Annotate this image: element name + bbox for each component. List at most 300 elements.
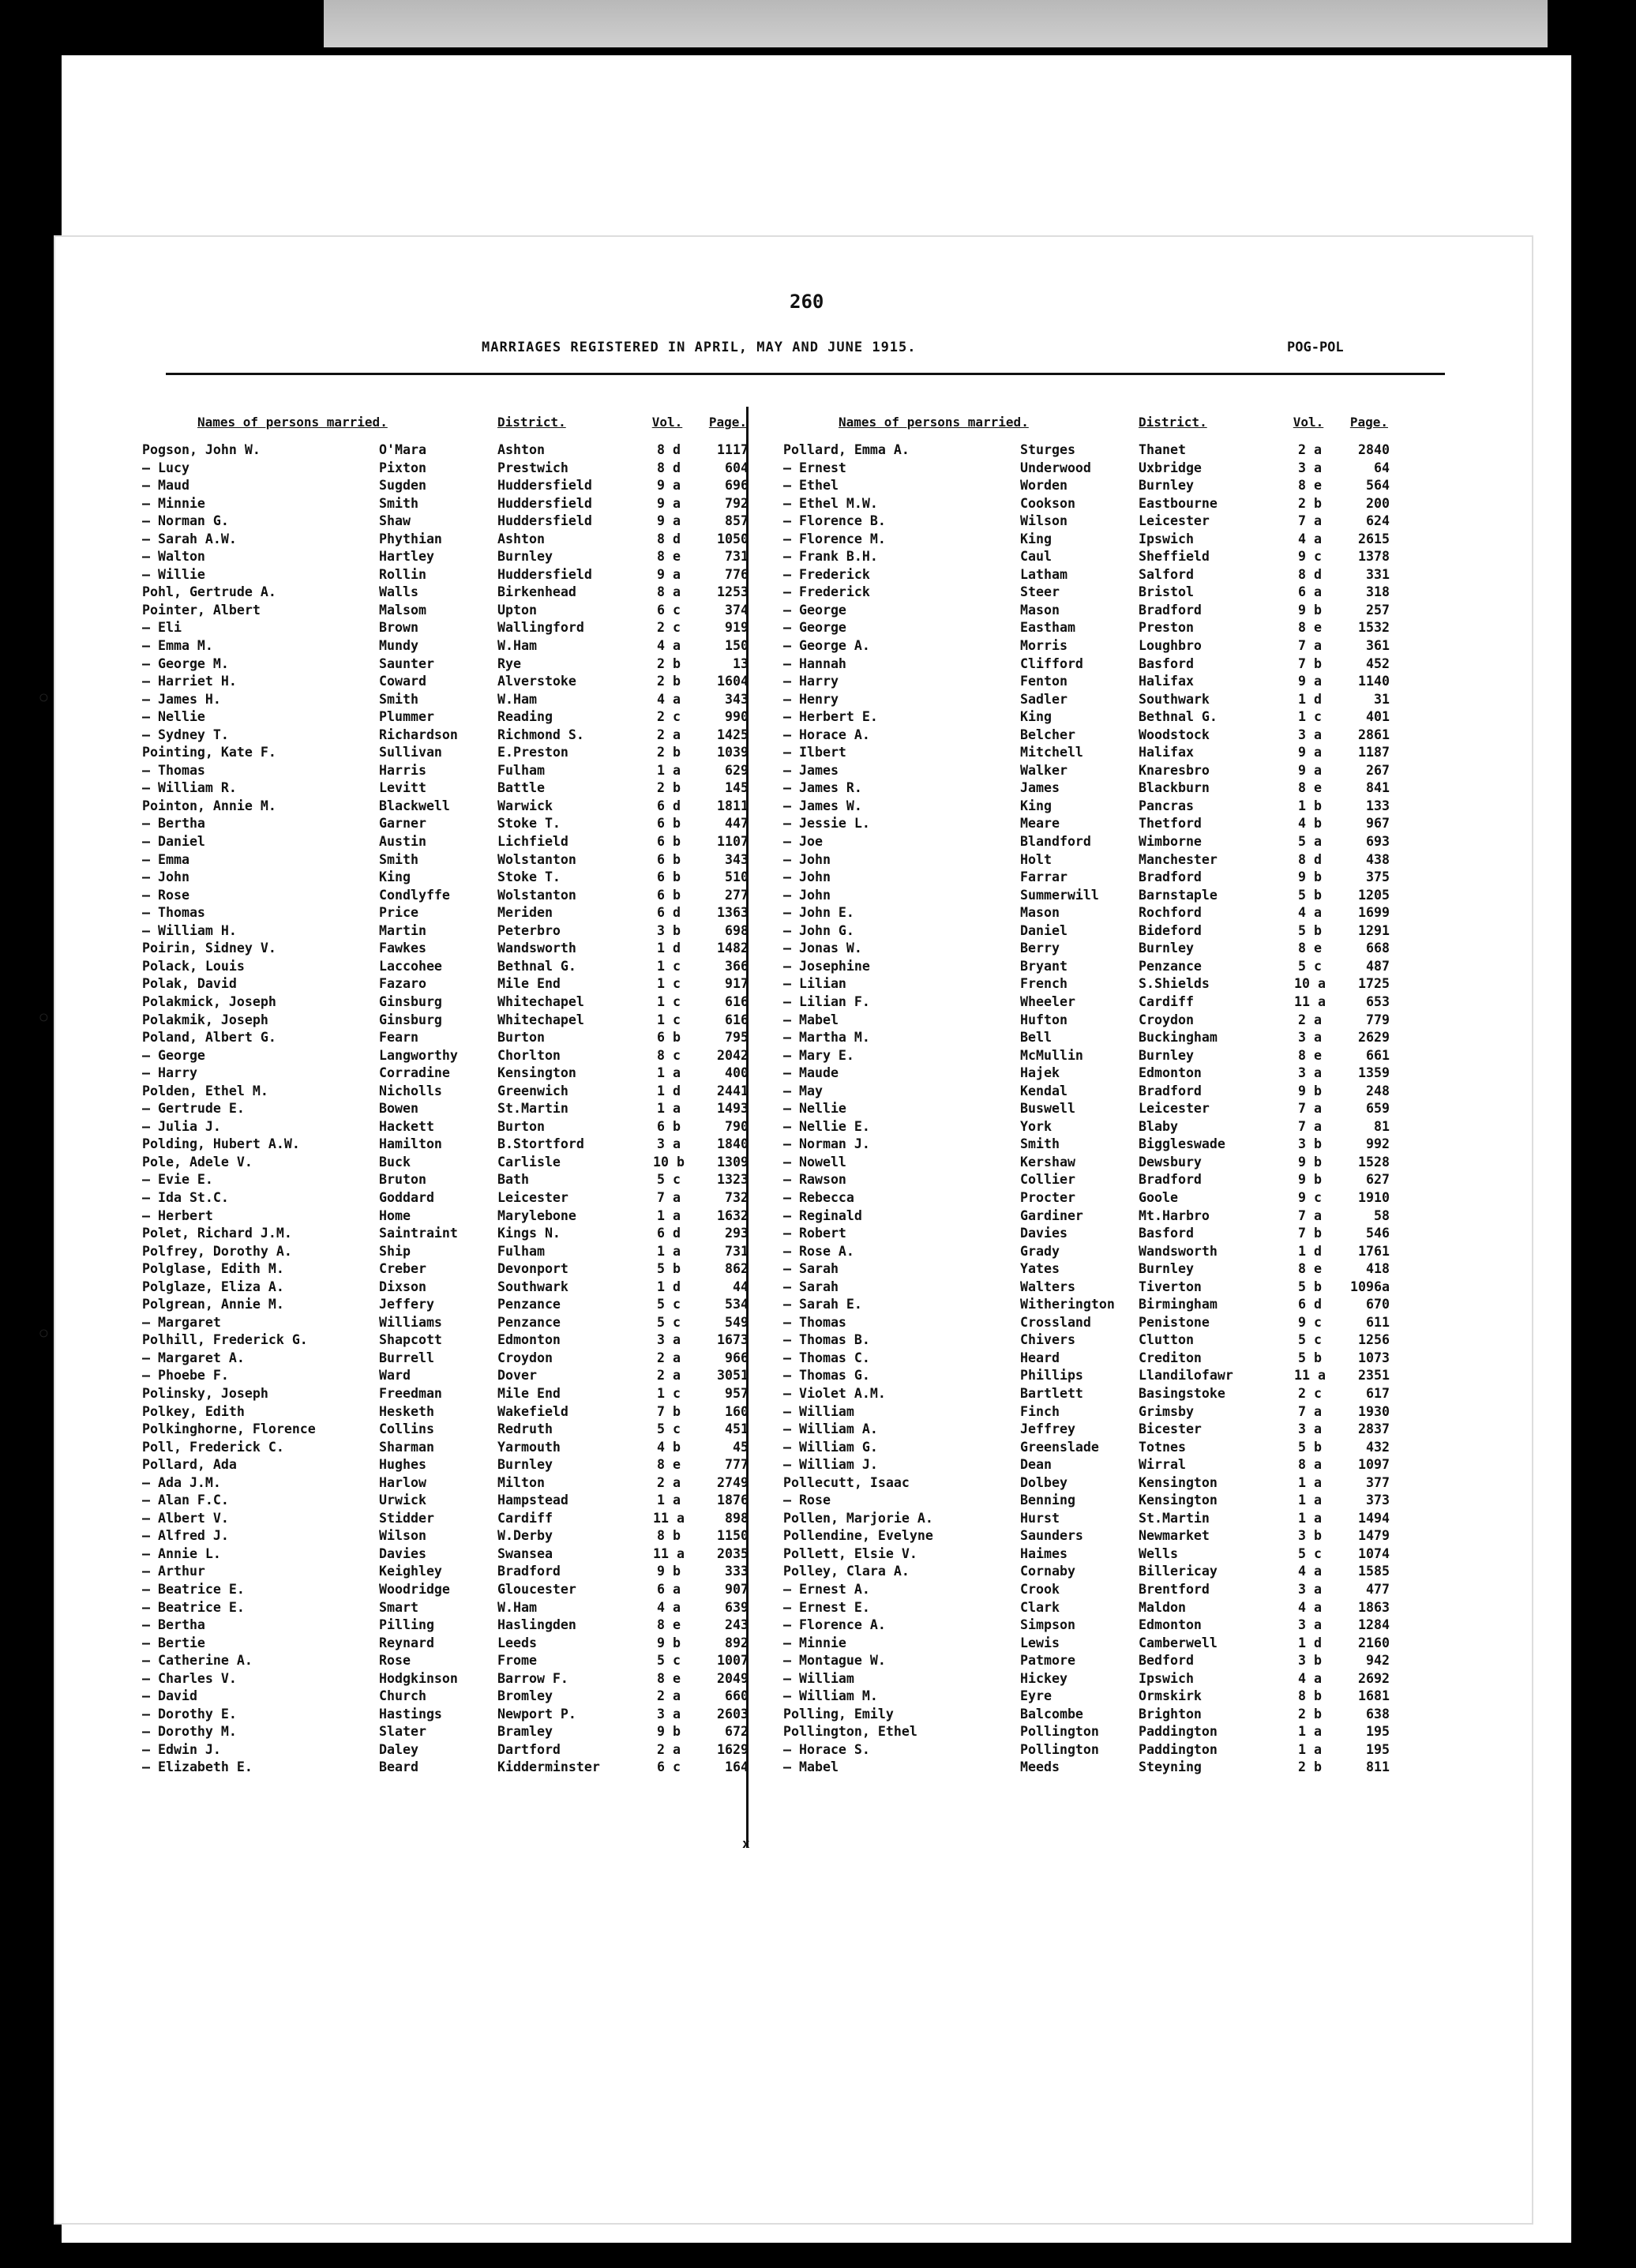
table-row [142,1225,758,1243]
entry-district: Marylebone [497,1207,576,1223]
entry-spouse-surname: Blandford [1020,834,1091,850]
entry-district: Milton [497,1474,545,1490]
entry-name: — Frederick [783,584,870,600]
entry-spouse-surname: Hughes [379,1457,426,1473]
table-row [142,691,758,709]
entry-district: Clutton [1139,1332,1194,1348]
entry-spouse-surname: Walls [379,584,418,600]
entry-volume: 9 a [1298,674,1322,689]
entry-volume: 3 b [1298,1528,1322,1544]
entry-spouse-surname: Price [379,905,418,921]
table-row [783,1065,1399,1083]
entry-district: Kidderminster [497,1759,600,1775]
entry-district: St.Martin [1139,1510,1210,1526]
table-row [783,869,1399,887]
entry-name: — Rose [142,887,189,903]
entry-volume: 5 a [1298,834,1322,850]
table-row [142,1331,758,1350]
table-row [783,1189,1399,1207]
entry-volume: 2 c [1298,1385,1322,1401]
header-page: Page. [1349,415,1388,430]
entry-district: Crediton [1139,1350,1202,1365]
entry-name: — Norman J. [783,1136,870,1152]
entry-name: — William M. [783,1688,878,1704]
entry-volume: 11 a [1294,993,1326,1009]
table-row [783,1385,1399,1403]
entry-district: Birkenhead [497,584,576,600]
header-page: Page. [708,415,747,430]
entry-district: Fulham [497,762,545,778]
table-row [783,1510,1399,1528]
table-row [783,1403,1399,1421]
entry-name: — Margaret A. [142,1350,245,1365]
entry-volume: 3 b [1298,1136,1322,1152]
entry-volume: 7 a [1298,1118,1322,1134]
entry-name: — Walton [142,549,205,565]
table-row [783,940,1399,958]
entry-district: Bethnal G. [1139,709,1218,725]
entry-district: Newport P. [497,1706,576,1722]
entry-name: Polakmik, Joseph [142,1012,268,1027]
entry-spouse-surname: Hodgkinson [379,1670,458,1686]
entry-volume: 6 b [657,851,681,867]
entry-page: 604 [725,460,749,475]
header-names: Names of persons married. [197,415,388,430]
entry-name: — Emma [142,851,189,867]
entry-volume: 11 a [653,1545,685,1561]
entry-name: — Ida St.C. [142,1189,229,1205]
punch-hole-mark: ◦ [36,1003,52,1034]
table-row [142,1706,758,1724]
entry-spouse-surname: Hackett [379,1118,434,1134]
entry-district: Mile End [497,976,561,992]
entry-page: 343 [725,851,749,867]
entry-district: Camberwell [1139,1635,1218,1650]
table-row [783,1243,1399,1261]
table-row [783,1474,1399,1493]
entry-name: — John [142,869,189,885]
entry-name: — Lucy [142,460,189,475]
entry-name: — George [142,1047,205,1063]
table-row [783,1421,1399,1439]
entry-district: Tiverton [1139,1279,1202,1294]
entry-district: Knaresbro [1139,762,1210,778]
table-row [783,1171,1399,1189]
entry-spouse-surname: Urwick [379,1493,426,1508]
entry-page: 779 [1366,1012,1390,1027]
entry-volume: 3 a [657,1332,681,1348]
entry-name: — Joe [783,834,823,850]
entry-district: W.Derby [497,1528,553,1544]
entry-spouse-surname: Clifford [1020,655,1083,671]
entry-page: 375 [1366,869,1390,885]
entry-page: 248 [1366,1083,1390,1098]
entry-name: — Rose [783,1493,831,1508]
entry-spouse-surname: Worden [1020,478,1068,494]
entry-spouse-surname: Mason [1020,905,1060,921]
entry-district: Ashton [497,442,545,457]
entry-spouse-surname: Brown [379,620,418,636]
entry-district: Bradford [1139,602,1202,618]
table-row [142,1171,758,1189]
entry-district: Edmonton [1139,1065,1202,1081]
entry-name: — Ethel M.W. [783,495,878,511]
table-row [142,1207,758,1226]
entry-district: Croydon [1139,1012,1194,1027]
table-row [783,1688,1399,1706]
entry-district: Birmingham [1139,1297,1218,1312]
entry-page: 1074 [1358,1545,1390,1561]
table-row [142,548,758,566]
entry-name: — Daniel [142,834,205,850]
entry-volume: 5 b [1298,1350,1322,1365]
entry-page: 898 [725,1510,749,1526]
entry-district: Bradford [1139,869,1202,885]
table-row [142,1029,758,1047]
entry-page: 672 [725,1724,749,1740]
entry-volume: 9 a [1298,762,1322,778]
table-row [142,1563,758,1581]
table-row [142,1118,758,1136]
punch-hole-mark: ◦ [36,1319,52,1350]
entry-spouse-surname: Phillips [1020,1368,1083,1384]
entry-name: Pole, Adele V. [142,1154,253,1170]
entry-spouse-surname: Lewis [1020,1635,1060,1650]
entry-volume: 9 c [1298,549,1322,565]
entry-spouse-surname: Pollington [1020,1724,1099,1740]
entry-name: — Eli [142,620,182,636]
entry-page: 2840 [1358,442,1390,457]
entry-spouse-surname: Eyre [1020,1688,1052,1704]
table-row [783,1545,1399,1564]
entry-district: Battle [497,780,545,796]
entry-spouse-surname: Latham [1020,566,1068,582]
entry-page: 1629 [717,1741,749,1757]
entry-district: Redruth [497,1421,553,1437]
entry-name: — Reginald [783,1207,862,1223]
entry-page: 2837 [1358,1421,1390,1437]
entry-volume: 5 c [657,1653,681,1669]
entry-page: 195 [1366,1724,1390,1740]
entry-volume: 3 a [657,1706,681,1722]
table-row [783,477,1399,495]
entry-spouse-surname: French [1020,976,1068,992]
entry-volume: 9 b [1298,1083,1322,1098]
entry-volume: 6 b [657,869,681,885]
name-range: POG-POL [1287,340,1344,355]
entry-page: 451 [725,1421,749,1437]
entry-district: Carlisle [497,1154,561,1170]
entry-name: — Catherine A. [142,1653,253,1669]
entry-district: Leicester [1139,513,1210,529]
entry-name: — Bertha [142,816,205,832]
entry-district: Mile End [497,1385,561,1401]
entry-page: 438 [1366,851,1390,867]
entry-spouse-surname: Hamilton [379,1136,442,1152]
entry-name: — Thomas [142,762,205,778]
entry-page: 1681 [1358,1688,1390,1704]
entry-spouse-surname: Shapcott [379,1332,442,1348]
entry-name: — Willie [142,566,205,582]
entry-spouse-surname: Wilson [1020,513,1068,529]
entry-page: 64 [1374,460,1390,475]
entry-page: 1096a [1350,1279,1390,1294]
entry-volume: 4 b [657,1439,681,1455]
entry-page: 1007 [717,1653,749,1669]
table-row [783,727,1399,745]
entry-name: Polglaze, Eliza A. [142,1279,284,1294]
entry-volume: 1 a [1298,1493,1322,1508]
entry-volume: 6 b [657,834,681,850]
entry-volume: 8 b [1298,1688,1322,1704]
entry-name: — Rawson [783,1172,846,1188]
entry-page: 160 [725,1403,749,1419]
table-row [783,655,1399,674]
table-row [142,619,758,637]
entry-district: Reading [497,709,553,725]
entry-spouse-surname: Sugden [379,478,426,494]
entry-name: — Thomas [783,1314,846,1330]
table-row [142,1100,758,1118]
entry-name: — Harry [142,1065,197,1081]
entry-volume: 8 d [657,460,681,475]
entry-spouse-surname: Pixton [379,460,426,475]
entry-spouse-surname: Pollington [1020,1741,1099,1757]
entry-name: — Frank B.H. [783,549,878,565]
entry-volume: 1 d [657,1279,681,1294]
entry-page: 1291 [1358,922,1390,938]
entry-name: — Violet A.M. [783,1385,886,1401]
entry-volume: 1 a [657,1243,681,1259]
entry-spouse-surname: Smith [379,691,418,707]
entry-spouse-surname: Collier [1020,1172,1075,1188]
entry-page: 257 [1366,602,1390,618]
entry-district: Wells [1139,1545,1178,1561]
entry-district: Wolstanton [497,887,576,903]
entry-spouse-surname: Holt [1020,851,1052,867]
table-row [142,1439,758,1457]
entry-volume: 8 a [1298,1457,1322,1473]
entry-volume: 5 c [1298,958,1322,974]
table-row [783,531,1399,549]
entry-spouse-surname: Stidder [379,1510,434,1526]
entry-name: — George A. [783,638,870,654]
entry-spouse-surname: Procter [1020,1189,1075,1205]
table-row [783,762,1399,780]
table-row [783,637,1399,655]
entry-volume: 2 b [1298,1706,1322,1722]
entry-spouse-surname: McMullin [1020,1047,1083,1063]
entry-name: — George [783,602,846,618]
entry-page: 267 [1366,762,1390,778]
entry-district: Rye [497,655,521,671]
entry-page: 1378 [1358,549,1390,565]
entry-district: Brighton [1139,1706,1202,1722]
entry-volume: 3 a [1298,1065,1322,1081]
entry-district: Burnley [497,549,553,565]
entry-spouse-surname: Hastings [379,1706,442,1722]
table-row [142,584,758,602]
entry-page: 1323 [717,1172,749,1188]
entry-spouse-surname: Mitchell [1020,745,1083,760]
table-row [783,1617,1399,1635]
entry-spouse-surname: Caul [1020,549,1052,565]
entry-name: — William [783,1670,854,1686]
entry-spouse-surname: Saintraint [379,1226,458,1241]
entry-spouse-surname: Sturges [1020,442,1075,457]
table-row [783,904,1399,922]
entry-page: 2861 [1358,727,1390,742]
entry-spouse-surname: Rollin [379,566,426,582]
entry-page: 1309 [717,1154,749,1170]
entry-district: Burnley [497,1457,553,1473]
table-row [142,1492,758,1510]
entry-volume: 2 c [657,709,681,725]
entry-volume: 8 c [657,1047,681,1063]
right-column-header [783,415,1399,441]
entry-name: — Hannah [783,655,846,671]
entry-page: 374 [725,602,749,618]
entry-volume: 3 a [1298,1617,1322,1633]
entry-page: 1363 [717,905,749,921]
entry-name: — Harriet H. [142,674,237,689]
table-row [142,904,758,922]
left-column-header [142,415,758,441]
entry-volume: 2 b [1298,1759,1322,1775]
entry-spouse-surname: Fenton [1020,674,1068,689]
entry-page: 653 [1366,993,1390,1009]
entry-spouse-surname: Mason [1020,602,1060,618]
entry-page: 841 [1366,780,1390,796]
table-row [142,1617,758,1635]
entry-page: 44 [733,1279,749,1294]
entry-name: — Margaret [142,1314,221,1330]
entry-page: 1039 [717,745,749,760]
entry-spouse-surname: Jeffrey [1020,1421,1075,1437]
entry-spouse-surname: Plummer [379,709,434,725]
entry-page: 331 [1366,566,1390,582]
table-row [783,1012,1399,1030]
table-row [783,673,1399,691]
entry-name: — Horace S. [783,1741,870,1757]
table-row [783,1759,1399,1777]
entry-district: Kings N. [497,1226,561,1241]
entry-name: Polakmick, Joseph [142,993,276,1009]
entry-spouse-surname: Haimes [1020,1545,1068,1561]
entry-spouse-surname: Walker [1020,762,1068,778]
entry-district: Huddersfield [497,566,592,582]
entry-spouse-surname: Ship [379,1243,411,1259]
entry-name: — Florence A. [783,1617,886,1633]
entry-name: — Mabel [783,1759,839,1775]
table-row [783,1706,1399,1724]
table-row [783,602,1399,620]
entry-district: Southwark [497,1279,568,1294]
table-row [142,655,758,674]
entry-name: — Dorothy M. [142,1724,237,1740]
entry-spouse-surname: Berry [1020,941,1060,956]
entry-volume: 4 a [657,638,681,654]
entry-spouse-surname: Levitt [379,780,426,796]
entry-volume: 3 a [1298,1582,1322,1597]
entry-page: 477 [1366,1582,1390,1597]
entry-page: 1150 [717,1528,749,1544]
entry-district: Prestwich [497,460,568,475]
header-names: Names of persons married. [839,415,1029,430]
entry-name: — Dorothy E. [142,1706,237,1722]
entry-district: Bradford [1139,1083,1202,1098]
register-page [55,237,1532,2223]
entry-name: Polack, Louis [142,958,245,974]
entry-volume: 6 d [657,905,681,921]
entry-name: — James [783,762,839,778]
entry-district: Bideford [1139,922,1202,938]
entry-district: Ashton [497,531,545,546]
entry-district: Edmonton [497,1332,561,1348]
entry-name: — Alan F.C. [142,1493,229,1508]
entry-page: 731 [725,1243,749,1259]
table-row [142,673,758,691]
entry-page: 811 [1366,1759,1390,1775]
entry-district: Wallingford [497,620,584,636]
entry-page: 907 [725,1582,749,1597]
entry-name: — Sarah A.W. [142,531,237,546]
entry-page: 2603 [717,1706,749,1722]
entry-page: 150 [725,638,749,654]
entry-volume: 8 e [1298,1047,1322,1063]
entry-volume: 5 b [1298,1279,1322,1294]
entry-district: Penzance [1139,958,1202,974]
entry-district: Leicester [1139,1101,1210,1117]
entry-spouse-surname: Langworthy [379,1047,458,1063]
table-row [142,1688,758,1706]
table-row [142,1403,758,1421]
entry-district: Burnley [1139,941,1194,956]
entry-name: — Robert [783,1226,846,1241]
entry-volume: 1 a [1298,1510,1322,1526]
entry-spouse-surname: Fearn [379,1030,418,1046]
entry-page: 243 [725,1617,749,1633]
table-row [783,1350,1399,1368]
entry-volume: 2 c [657,620,681,636]
table-row [142,1189,758,1207]
entry-volume: 8 e [1298,478,1322,494]
entry-name: Polet, Richard J.M. [142,1226,292,1241]
entry-name: — James W. [783,798,862,813]
table-row [142,1635,758,1653]
entry-page: 696 [725,478,749,494]
entry-name: Pointer, Albert [142,602,261,618]
entry-spouse-surname: Martin [379,922,426,938]
entry-page: 777 [725,1457,749,1473]
entry-spouse-surname: Witherington [1020,1297,1115,1312]
entry-spouse-surname: Keighley [379,1564,442,1579]
entry-page: 1284 [1358,1617,1390,1633]
entry-name: — Martha M. [783,1030,870,1046]
entry-page: 616 [725,1012,749,1027]
table-row [142,1581,758,1599]
table-row [783,1279,1399,1297]
entry-name: — Sarah E. [783,1297,862,1312]
entry-page: 58 [1374,1207,1390,1223]
table-row [783,1670,1399,1688]
entry-district: Wandsworth [1139,1243,1218,1259]
entry-volume: 6 c [657,602,681,618]
entry-volume: 1 c [657,1385,681,1401]
entry-district: Basford [1139,1226,1194,1241]
table-row [142,1279,758,1297]
entry-volume: 1 c [657,1012,681,1027]
